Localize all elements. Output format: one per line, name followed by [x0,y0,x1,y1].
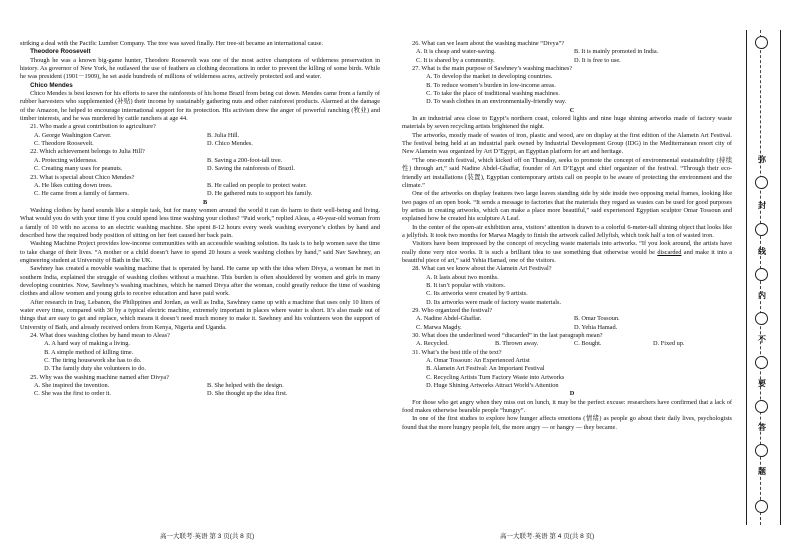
option: B. Julia Hill. [207,131,240,139]
option: B. He called on people to protect water. [207,181,307,189]
option: D. Huge Shining Artworks Attract World’s Attention [426,382,559,390]
options-row [20,190,380,198]
binding-circle [755,500,768,513]
option: A. Protecting wilderness. [34,156,98,164]
binding-circle [755,223,768,236]
binding-line [780,30,781,525]
binding-char: 封 [758,201,766,210]
question-22: 22. Which achievement belongs to Julia Hill? [30,148,145,156]
option: D. Chico Mendes. [207,140,253,148]
option: B. A simple method of killing time. [44,348,134,356]
paragraph [402,240,732,265]
option: D. She thought up the idea first. [207,390,288,398]
option: D. Its artworks were made of factory waste materials. [426,298,562,306]
paragraph: striking a deal with the Pacific Lumber Company. The tree was saved finally. Her tree-sit became an international cause. [20,40,324,47]
paragraph: In the center of the open-air exhibition area, visitors’ attention is drawn to a colorful 6-meter-tall shining object that looks like a jellyfish. It took two months for Marwa Magdy to finish the artwork called Jellyfish, which took half a ton of wasted iron. [402,223,732,239]
option: A. It lasts about two months. [426,273,499,281]
binding-circle [755,356,768,369]
option: A. Nadine Abdel-Ghaffar. [416,315,482,323]
option: C. To take the place of traditional washing machines. [426,90,560,98]
option: B. It is mainly promoted in India. [574,48,659,56]
binding-char: 弥 [758,155,766,164]
paragraph: Chico Mendes is best known for his efforts to save the rainforests of his home Brazil from being cut down. Mendes came from a family of rubber harvesters who supplemented (补贴) their income by sustainably gathering nuts and other rainforest products. Alarmed at the damage of the Amazon, he helped to encourage international support for its protection. His activism drew the anger of powerful ranching (牧业) and timber interests, and he was murdered by cattle ranchers at age 44. [20,90,380,123]
option: B. It isn’t popular with visitors. [426,281,506,289]
binding-char: 不 [758,335,766,344]
binding-char: 内 [758,291,766,300]
option: C. Its artworks were created by 9 artists. [426,290,528,298]
paragraph: Washing Machine Project provides low-income communities with an accessible washing solution. Its task is to help women save the time to take charge of their lives. “A mother or a child doesn’t have to spend 20 hours a week washing clothes by hand,” said Nav Sawhney, an engineering student at University of Bath in the UK. [20,240,380,264]
option: C. He came from a family of farmers. [34,190,129,198]
option: D. It is free to use. [574,56,621,64]
options-row [20,390,380,398]
option: D. Saving the rainforests of Brazil. [207,165,295,173]
paragraph: Washing clothes by hand sounds like a simple task, but for many women around the world it can do harm to their well-being and living. What would you do with your time if you could spend less time washing your clothes? “Paid work,” replied Aleas, a 49-year-old woman from a family of 10 with no access to an electric washing machine. She spent 8-12 hours every week washing everyone’s clothes by hand and described how the required body position of sitting on her feet caused her back pain. [20,206,380,239]
option: D. Yehia Hamad. [574,323,618,331]
binding-line [746,30,747,525]
options-row [20,182,380,190]
section-heading: Chico Mendes [30,81,73,89]
page-footer-right: 高一大联考·英语 第 4 页(共 8 页) [500,533,595,540]
option: A. It is cheap and water-saving. [416,48,496,56]
paragraph: The artworks, mostly made of wastes of iron, plastic and wood, are on display at the first edition of the Alamein Art Festival. The festival being held at an industrial park owned by Industrial Development Group (IDG) in the Mediterranean resort city of New Alamein was organized by Art D’Egypt, an Egyptian platform for art and heritage. [402,131,732,156]
question-27: 27. What is the main purpose of Sawhney’s washing machines? [412,65,573,73]
binding-char: 线 [758,247,766,256]
question-24: 24. What does washing clothes by hand mean to Aleas? [30,332,170,340]
option: A. George Washington Carver. [34,131,112,139]
options-row [402,57,732,65]
options-row [20,157,380,165]
option: C. Creating many uses for peanuts. [34,165,123,173]
section-letter-b: B [202,198,208,206]
option: D. Fixed up. [653,340,685,348]
section-letter-c: C [569,106,575,114]
option: C. Theodore Roosevelt. [34,140,94,148]
options-row [402,340,732,348]
option: D. To wash clothes in an environmentally-friendly way. [426,98,567,106]
binding-char: 题 [758,467,766,476]
options-row [402,48,732,56]
option: B. Alamein Art Festival: An Important Festival [426,365,545,373]
page-footer-left: 高一大联考·英语 第 3 页(共 8 页) [160,533,255,540]
section-letter-d: D [569,390,575,398]
option: B. Thrown away. [495,340,539,348]
options-row [20,132,380,140]
paragraph: In an industrial area close to Egypt’s northern coast, colored lights and nine huge shining artworks made of factory waste materials by seven recycling artists brightened the night. [402,115,732,131]
right-column [402,40,732,432]
question-30: 30. What does the underlined word “discarded” in the last paragraph mean? [412,332,603,340]
binding-margin [740,30,784,525]
option: A. He likes cutting down trees. [34,181,113,189]
binding-circle [755,444,768,457]
options-row [20,165,380,173]
question-28: 28. What can we know about the Alamein Art Festival? [412,265,552,273]
question-25: 25. Why was the washing machine named after Divya? [30,373,169,381]
option: C. Marwa Magdy. [416,323,462,331]
underlined-word: discarded [657,248,682,256]
option: A. Omar Tossoun: An Experienced Artist [426,357,530,365]
section-heading: Theodore Roosevelt [30,48,91,56]
paragraph: Though he was a known big-game hunter, Theodore Roosevelt was one of the most active champions of wilderness preservation in history. As governor of New York, he outlawed the use of feathers as clothing decorations in order to prevent the killing of some birds. While he was president (1901－1909), he set aside hundreds of millions of wilderness acres, actively protected soil and water. [20,56,380,81]
text-run: Visitors have been impressed by the concept of recycling waste materials into artworks. “If you look around, the artists have really done very nice works. It is such a brilliant idea to use something that otherwise would be [402,240,732,256]
options-row [20,382,380,390]
binding-char: 要 [758,379,766,388]
option: D. He gathered nuts to support his family. [207,190,313,198]
option: B. She helped with the design. [207,382,284,390]
paragraph: After research in Iraq, Lebanon, the Philippines and Jordan, as well as India, Sawhney came up with a machine that uses only 10 liters of water every time, compared with 30 by a typical electric machine, extremely important in places where water is short. It’s also made out of things that are easy to get and replace, which means it doesn’t need much money to make it. Sawhney and his volunteers won the support of University of Bath, and already received orders from Kenya, Nigeria and Uganda. [20,298,380,331]
option: A. To develop the market in developing countries. [426,73,553,81]
option: D. The family duty she volunteers to do. [44,365,146,373]
option: B. To reduce women’s burden in low-income areas. [426,81,556,89]
question-26: 26. What can we learn about the washing machine “Divya”? [412,40,565,47]
question-21: 21. Who made a great contribution to agriculture? [30,123,156,131]
option: C. Recycling Artists Turn Factory Waste into Artworks [426,373,565,381]
option: C. Bought. [574,340,602,348]
binding-circle [755,312,768,325]
paragraph: One of the artworks on display features two large leaves standing side by side inside two opposing metal frames, looking like two pages of an open book. “It sends a message to factories that the materials they regard as wastes can be used for good purposes by artists in creating artworks, which can make a place more beautiful,” said experienced Egyptian sculptor Omar Tossoun and explained how he created his sculpture A Leaf. [402,190,732,223]
paragraph: “The one-month festival, which kicked off on Thursday, seeks to promote the concept of environmental sustainability (持续性) through art,” said Nadine Abdel-Ghaffar, founder of Art D’Egypt and chief organizer of the festival. “Through their eco-friendly art installations (装置), Egyptian contemporary artists call on people to be aware of protecting the environment and the climate.” [402,156,732,189]
option: C. The tiring housework she has to do. [44,357,142,365]
binding-circle [755,36,768,49]
option: A. She inspired the invention. [34,382,110,390]
paragraph: Sawhney has created a movable washing machine that is operated by hand. He came up with the idea when Divya, a woman he met in southern India, explained the struggle of washing clothes without a machine. This burden is often shouldered by women and girls in many developing countries. Now, Sawhney’s washing machines, which he named Divya after the woman, could greatly reduce the time of washing clothes and allow women and young girls to receive education and have paid work. [20,265,380,298]
paragraph: For those who get angry when they miss out on lunch, it may be the perfect excuse: researchers have confirmed that a lack of food makes otherwise bearable people “hungry”. [402,398,732,415]
question-31: 31. What’s the best title of the text? [412,348,502,356]
left-column [20,40,380,399]
binding-circle [755,400,768,413]
question-29: 29. Who organized the festival? [412,307,493,314]
option: B. Saving a 200-foot-tall tree. [207,156,283,164]
text-run: and make it into a beautiful piece of art,” said Yehia Hamad, one of the visitors. [402,248,732,264]
options-row [20,140,380,148]
binding-circle [755,268,768,281]
options-row [402,315,732,323]
option: B. Omar Tossoun. [574,315,620,323]
binding-circle [755,176,768,189]
option: A. A hard way of making a living. [44,340,130,348]
paragraph: In one of the first studies to explore how hunger affects emotions (情绪) as people go about their daily lives, psychologists found that the more hungry people felt, the more angry — or hangry — they became. [402,415,732,431]
option: A. Recycled. [416,340,449,348]
binding-char: 答 [758,423,766,432]
option: C. She was the first to order it. [34,390,112,398]
question-23: 23. What is special about Chico Mendes? [30,173,135,181]
option: C. It is shared by a community. [416,56,495,64]
options-row [402,324,732,332]
